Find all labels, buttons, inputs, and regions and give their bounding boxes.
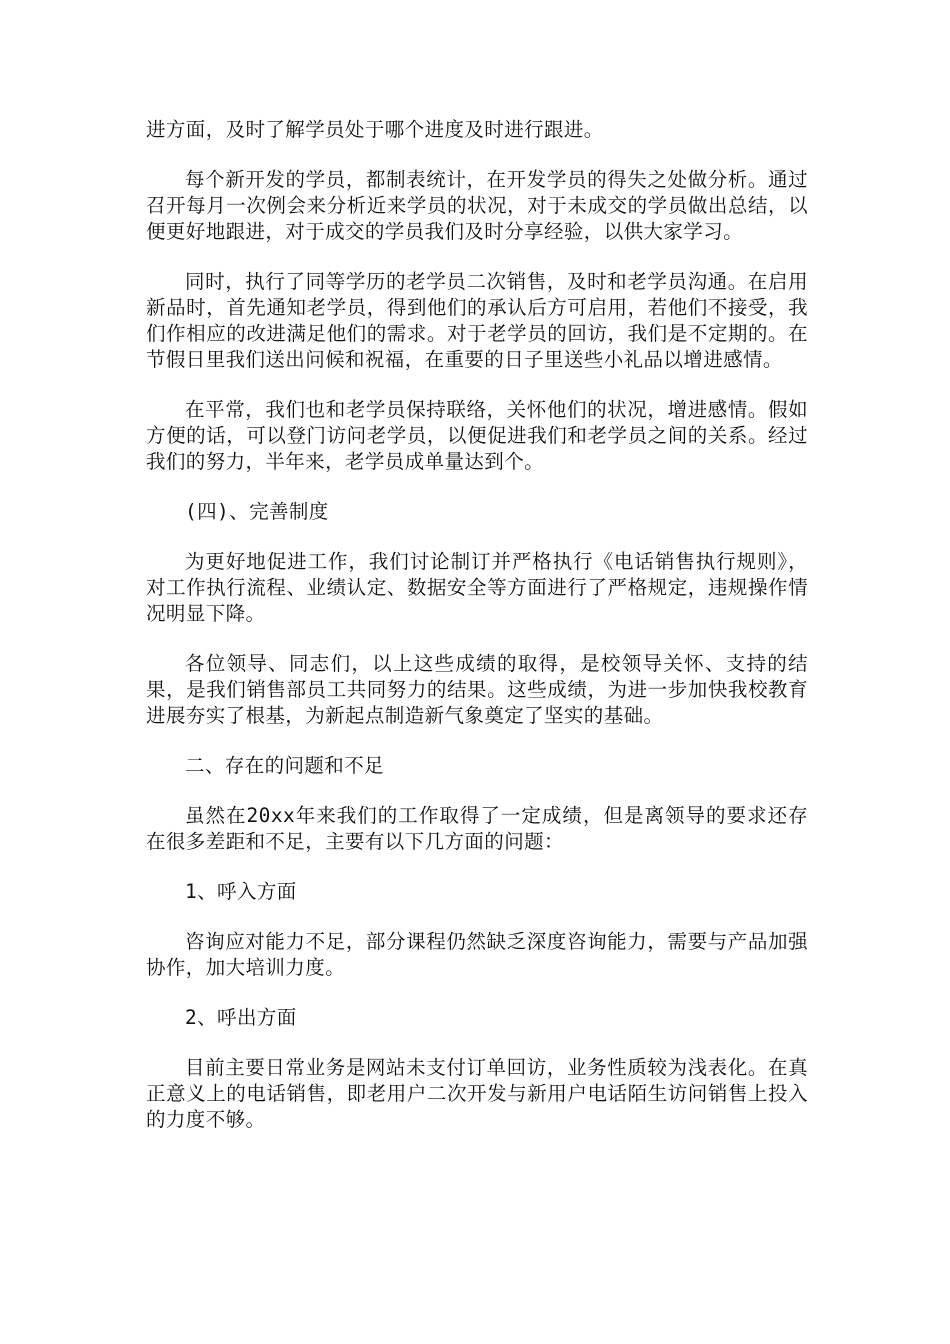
subheading-inbound: 1、呼入方面 — [185, 880, 297, 903]
paragraph-outbound-issue: 目前主要日常业务是网站未支付订单回访，业务性质较为浅表化。在真正意义上的电话销售，即老用户二次开发与新用户电话陌生访问销售上投入的力度不够。 — [146, 1056, 808, 1131]
paragraph-continuation: 进方面，及时了解学员处于哪个进度及时进行跟进。 — [146, 118, 604, 141]
paragraph-sales-rules: 为更好地促进工作，我们讨论制订并严格执行《电话销售执行规则》，对工作执行流程、业绩认定、数据安全等方面进行了严格规定，违规操作情况明显下降。 — [146, 550, 808, 625]
paragraph-new-student-analysis: 每个新开发的学员，都制表统计，在开发学员的得失之处做分析。通过召开每月一次例会来分析近来学员的状况，对于未成交的学员做出总结，以便更好地跟进，对于成交的学员我们及时分享经验，以供大家学习。 — [146, 168, 808, 243]
paragraph-old-student-resale: 同时，执行了同等学历的老学员二次销售，及时和老学员沟通。在启用新品时，首先通知老学员，得到他们的承认后方可启用，若他们不接受，我们作相应的改进满足他们的需求。对于老学员的回访，我们是不定期的。在节假日里我们送出问候和祝福，在重要的日子里送些小礼品以增进感情。 — [146, 270, 808, 371]
paragraph-achievements: 各位领导、同志们，以上这些成绩的取得，是校领导关怀、支持的结果，是我们销售部员工共同努力的结果。这些成绩，为进一步加快我校教育进展夯实了根基，为新起点制造新气象奠定了坚实的基础。 — [146, 652, 808, 727]
paragraph-problems-intro: 虽然在20xx年来我们的工作取得了一定成绩，但是离领导的要求还存在很多差距和不足，主要有以下几方面的问题： — [146, 804, 808, 853]
paragraph-inbound-issue: 咨询应对能力不足，部分课程仍然缺乏深度咨询能力，需要与产品加强协作，加大培训力度。 — [146, 930, 808, 979]
section-heading-improve-system: (四)、完善制度 — [185, 500, 329, 523]
paragraph-old-student-contact: 在平常，我们也和老学员保持联络，关怀他们的状况，增进感情。假如方便的话，可以登门访问老学员，以便促进我们和老学员之间的关系。经过我们的努力，半年来，老学员成单量达到个。 — [146, 398, 808, 473]
document-body — [146, 117, 808, 1157]
section-heading-problems: 二、存在的问题和不足 — [185, 754, 385, 777]
subheading-outbound: 2、呼出方面 — [185, 1006, 297, 1029]
